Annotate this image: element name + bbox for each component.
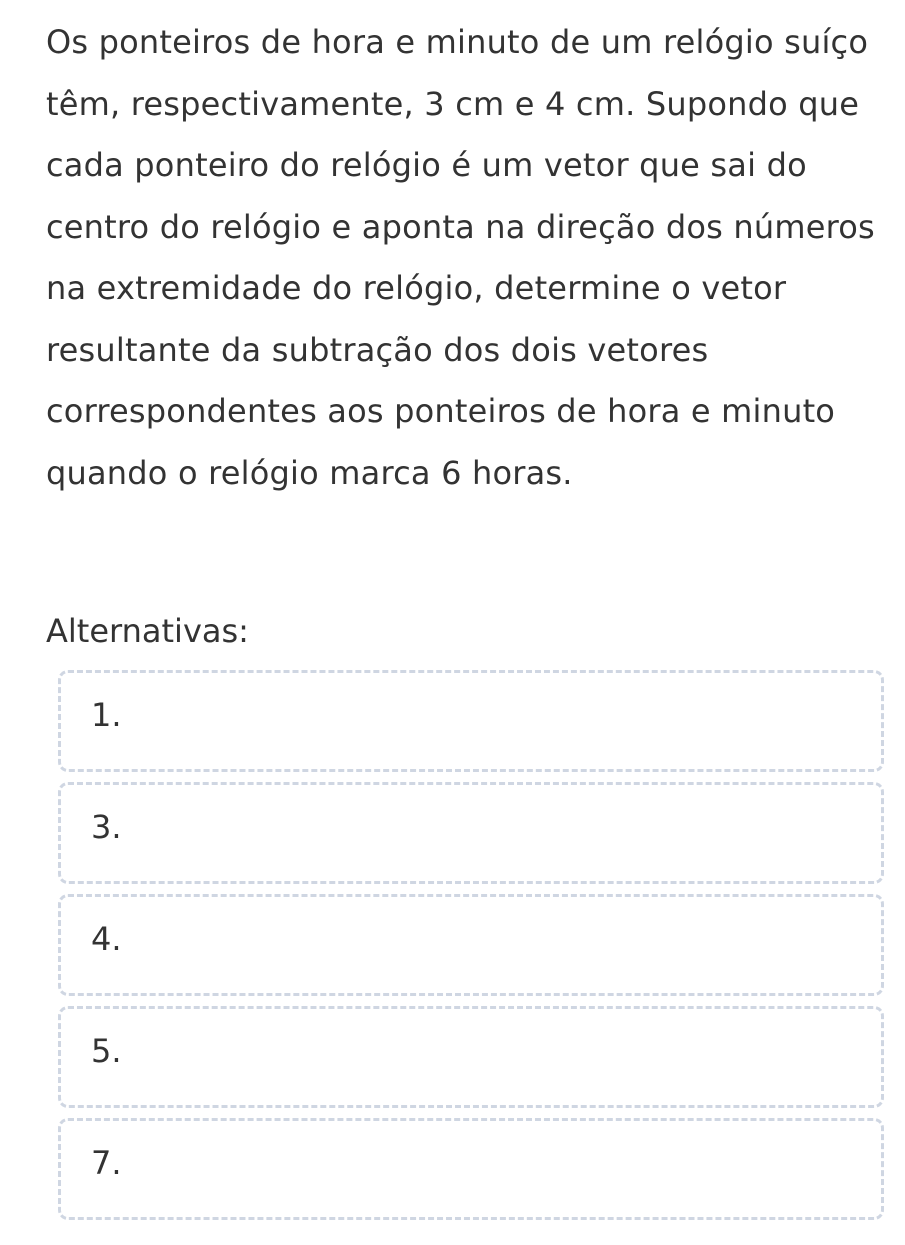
option-5[interactable] (58, 1118, 884, 1220)
alternatives-list (58, 670, 884, 1230)
option-2[interactable] (58, 782, 884, 884)
question-text: Os ponteiros de hora e minuto de um relógio suíço têm, respectivamente, 3 cm e 4 cm. Supondo que cada ponteiro do relógio é um vetor que sai do centro do relógio e aponta na direção dos números na extremidade do relógio, determine o vetor resultante da subtração dos dois vetores correspondentes aos ponteiros de hora e minuto quando o relógio marca 6 horas. (46, 23, 875, 492)
option-label: 3. (91, 808, 122, 846)
option-3[interactable] (58, 894, 884, 996)
alternatives-heading: Alternativas: (46, 612, 249, 650)
option-label: 5. (91, 1032, 122, 1070)
option-4[interactable] (58, 1006, 884, 1108)
option-label: 1. (91, 696, 122, 734)
option-1[interactable] (58, 670, 884, 772)
option-label: 4. (91, 920, 122, 958)
option-label: 7. (91, 1144, 122, 1182)
